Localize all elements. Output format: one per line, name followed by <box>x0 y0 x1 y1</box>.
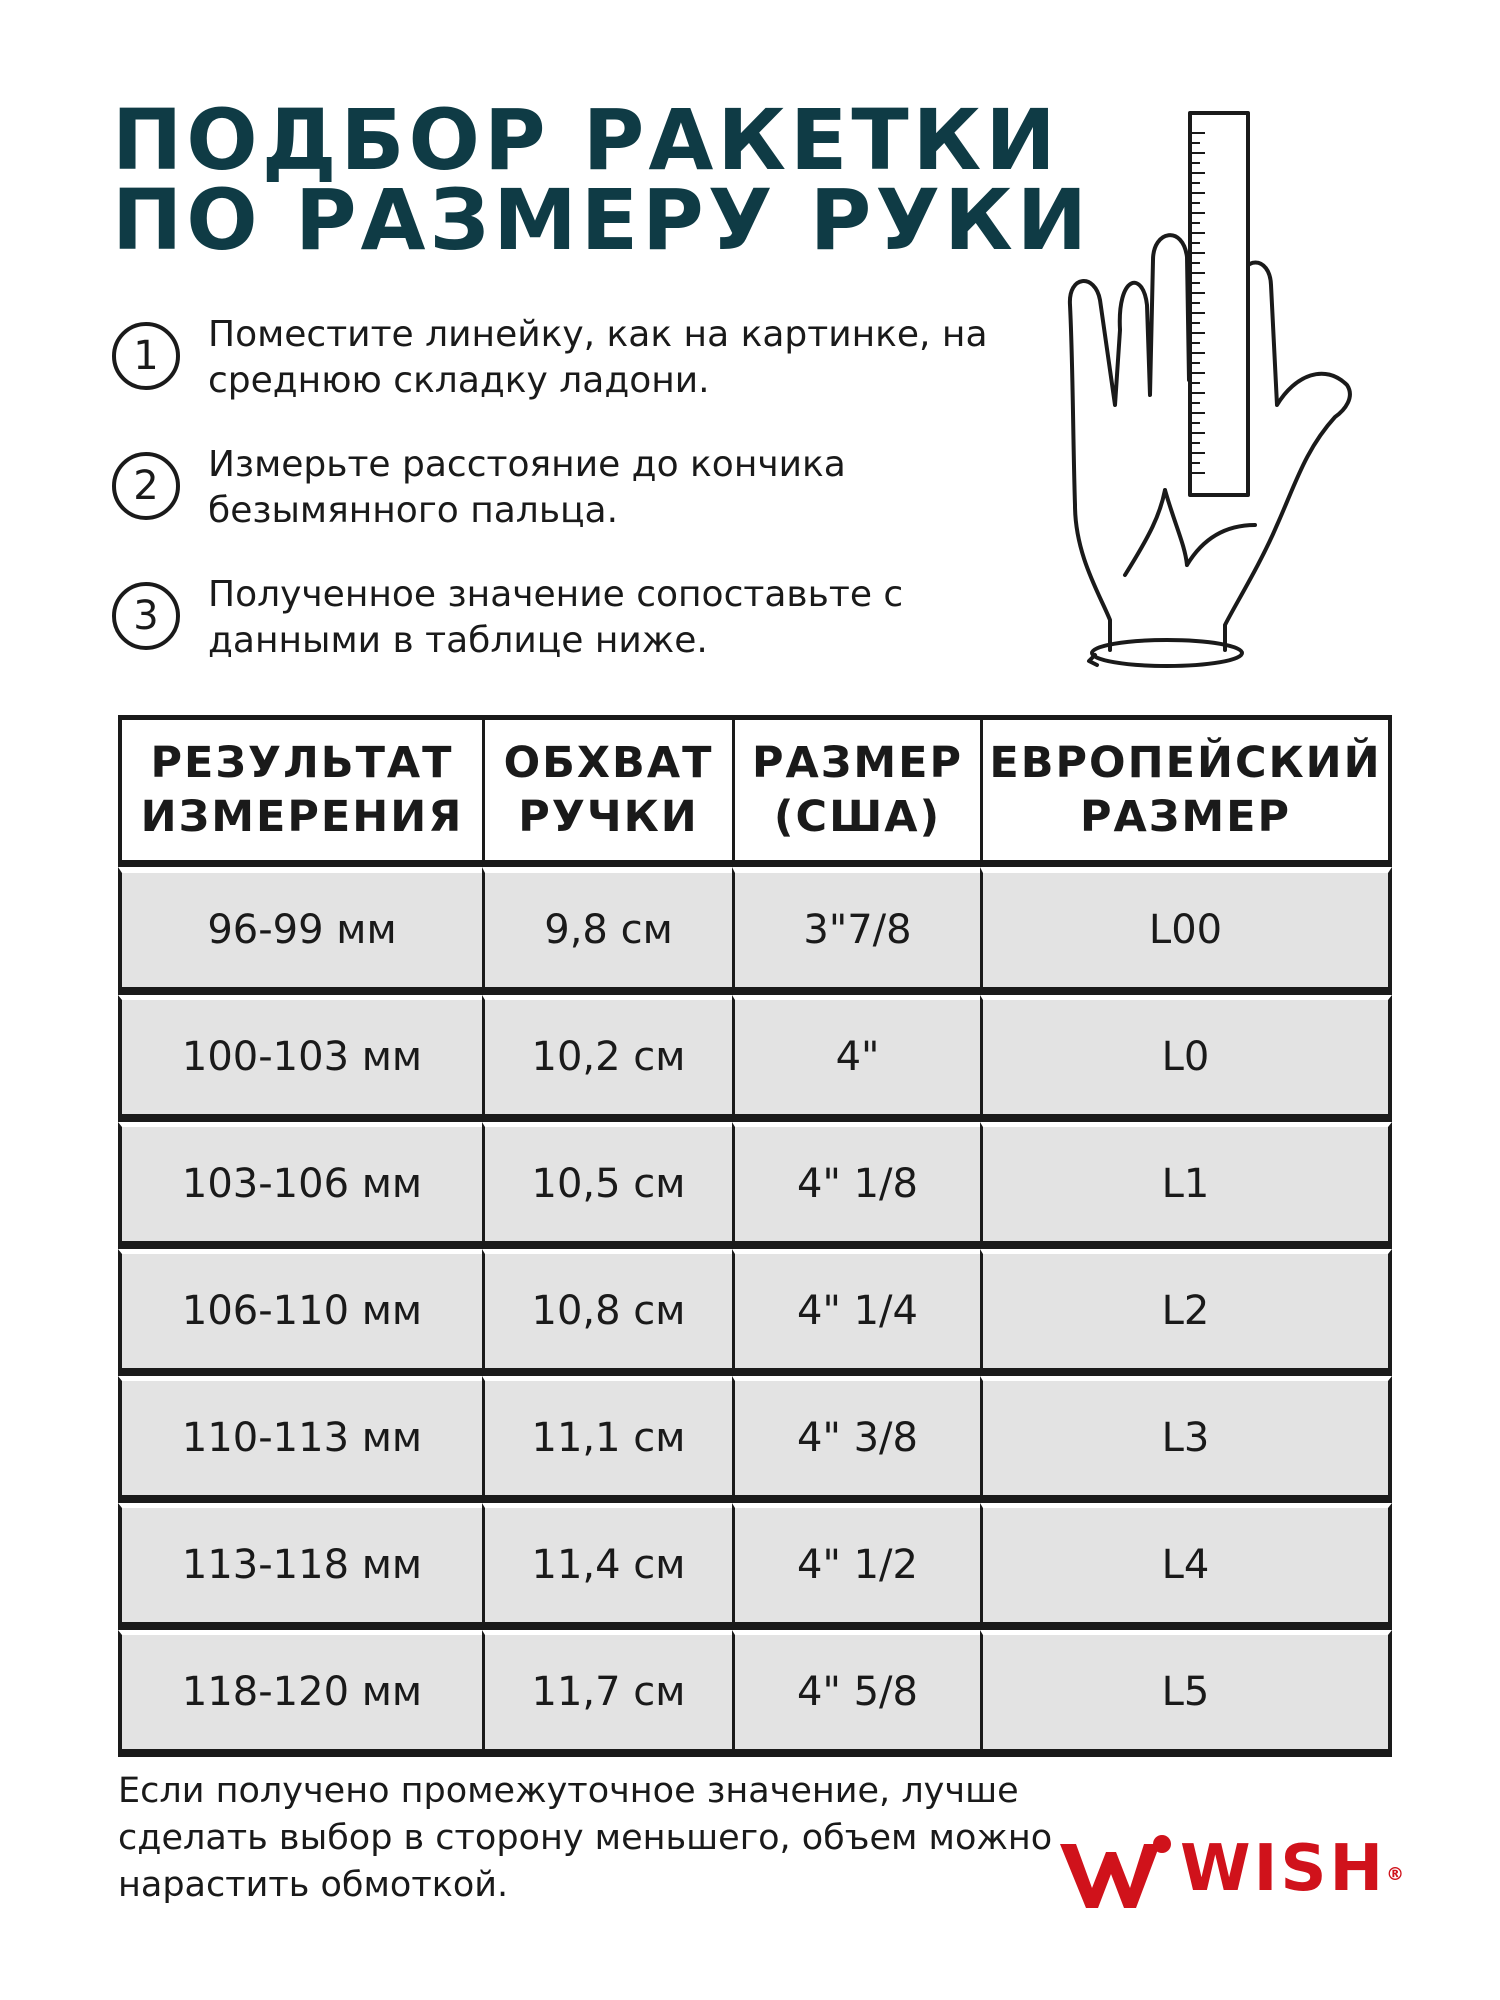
cell-grip: 11,1 см <box>482 1376 732 1503</box>
table-row <box>118 1122 1392 1249</box>
cell-measurement: 103-106 мм <box>118 1122 482 1249</box>
table-row <box>118 995 1392 1122</box>
cell-measurement: 118-120 мм <box>118 1630 482 1757</box>
cell-grip: 10,8 см <box>482 1249 732 1376</box>
hand-with-ruler-icon <box>1055 105 1375 695</box>
cell-us-size: 4" 5/8 <box>732 1630 980 1757</box>
cell-eu-size: L0 <box>980 995 1392 1122</box>
registered-mark: ® <box>1386 1864 1408 1885</box>
wish-logo <box>1058 1832 1408 1912</box>
cell-eu-size: L5 <box>980 1630 1392 1757</box>
table-row <box>118 1376 1392 1503</box>
cell-us-size: 4" 3/8 <box>732 1376 980 1503</box>
table-row <box>118 1503 1392 1630</box>
column-header-measurement: РЕЗУЛЬТАТ ИЗМЕРЕНИЯ <box>118 715 482 867</box>
page-title <box>112 91 1092 269</box>
size-table <box>118 715 1392 1757</box>
cell-measurement: 113-118 мм <box>118 1503 482 1630</box>
cell-measurement: 100-103 мм <box>118 995 482 1122</box>
cell-eu-size: L2 <box>980 1249 1392 1376</box>
cell-us-size: 4" 1/2 <box>732 1503 980 1630</box>
cell-eu-size: L3 <box>980 1376 1392 1503</box>
table-row <box>118 1249 1392 1376</box>
step-number-circle: 3 <box>112 582 180 650</box>
step-text: Полученное значение сопоставьте с данными в таблице ниже. <box>208 574 904 661</box>
cell-eu-size: L00 <box>980 867 1392 995</box>
cell-measurement: 96-99 мм <box>118 867 482 995</box>
cell-grip: 11,7 см <box>482 1630 732 1757</box>
logo-wordmark: WISH <box>1180 1832 1387 1906</box>
cell-eu-size: L1 <box>980 1122 1392 1249</box>
cell-measurement: 110-113 мм <box>118 1376 482 1503</box>
cell-us-size: 4" <box>732 995 980 1122</box>
title-line-2: ПО РАЗМЕРУ РУКИ <box>112 171 1092 269</box>
cell-grip: 10,5 см <box>482 1122 732 1249</box>
footnote: Если получено промежуточное значение, лучше сделать выбор в сторону меньшего, объем можно нарастить обмоткой. <box>118 1771 1053 1905</box>
column-header-grip: ОБХВАТ РУЧКИ <box>482 715 732 867</box>
instruction-steps <box>112 312 1012 702</box>
cell-eu-size: L4 <box>980 1503 1392 1630</box>
logo-text <box>1180 1834 1407 1904</box>
cell-grip: 9,8 см <box>482 867 732 995</box>
cell-us-size: 3"7/8 <box>732 867 980 995</box>
step-2 <box>112 442 1012 572</box>
step-1 <box>112 312 1012 442</box>
cell-grip: 11,4 см <box>482 1503 732 1630</box>
column-header-us-size: РАЗМЕР (США) <box>732 715 980 867</box>
step-number-circle: 1 <box>112 322 180 390</box>
cell-grip: 10,2 см <box>482 995 732 1122</box>
column-header-eu-size: ЕВРОПЕЙСКИЙ РАЗМЕР <box>980 715 1392 867</box>
table-row <box>118 1630 1392 1757</box>
step-text: Измерьте расстояние до кончика безымянного пальца. <box>208 444 846 531</box>
step-3 <box>112 572 1012 702</box>
table-header-row <box>118 715 1392 867</box>
cell-us-size: 4" 1/8 <box>732 1122 980 1249</box>
step-text: Поместите линейку, как на картинке, на среднюю складку ладони. <box>208 314 988 401</box>
wish-logo-mark-icon <box>1058 1832 1178 1912</box>
step-number-circle: 2 <box>112 452 180 520</box>
cell-measurement: 106-110 мм <box>118 1249 482 1376</box>
cell-us-size: 4" 1/4 <box>732 1249 980 1376</box>
table-row <box>118 867 1392 995</box>
title-line-1: ПОДБОР РАКЕТКИ <box>112 91 1060 189</box>
